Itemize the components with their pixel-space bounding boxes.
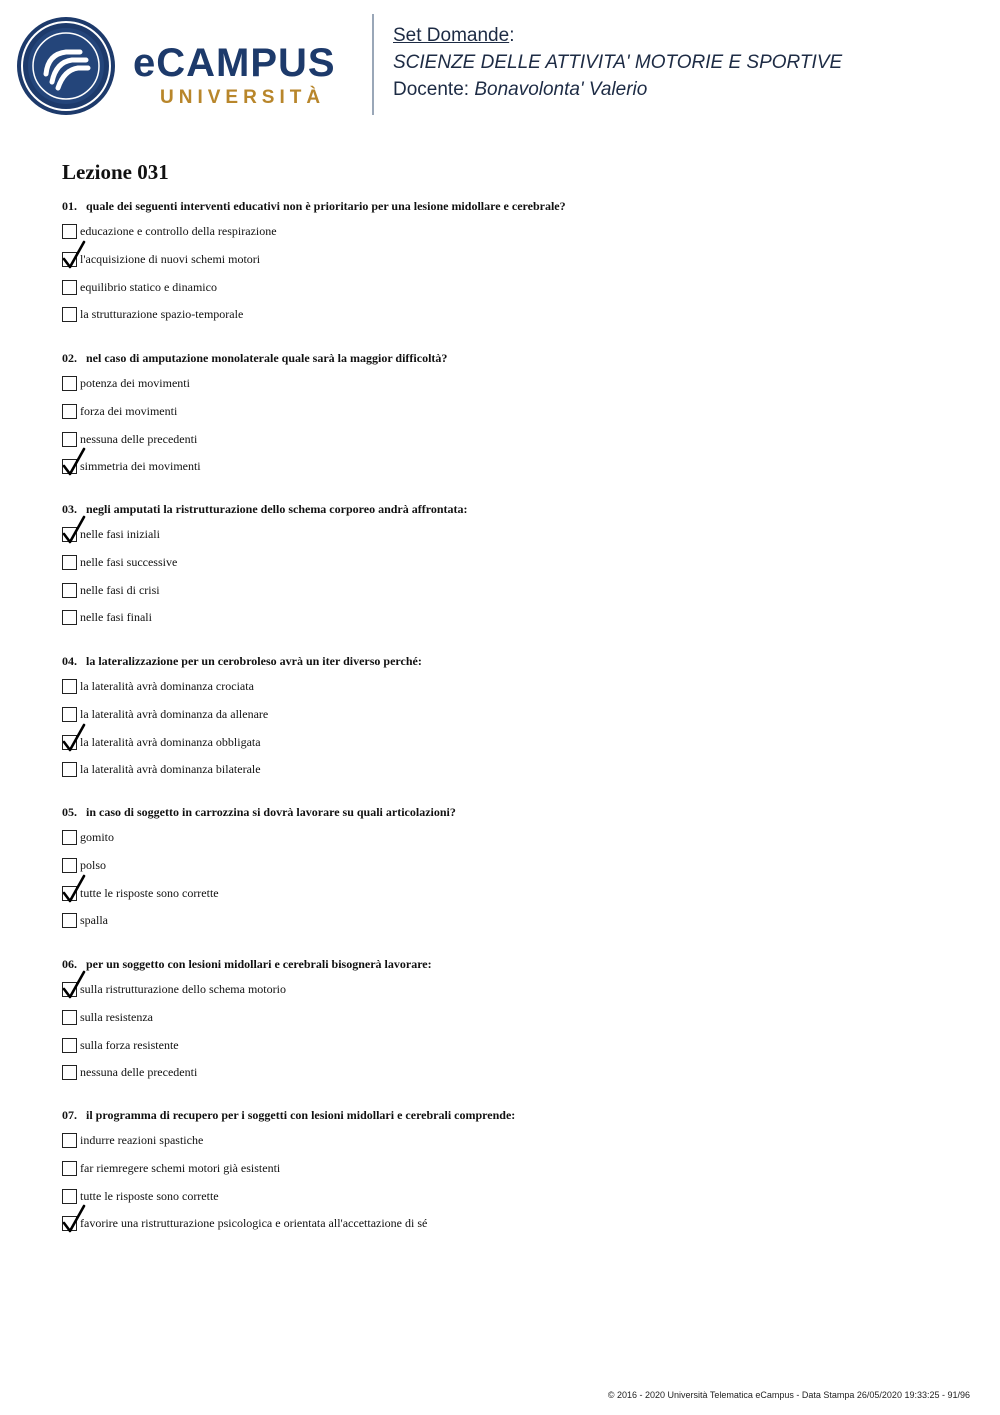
teacher-name: Bonavolonta' Valerio xyxy=(474,79,648,100)
answer-text: nessuna delle precedenti xyxy=(80,1065,198,1079)
page-header xyxy=(0,0,1000,130)
question-number: 03. xyxy=(62,502,77,516)
checkbox[interactable] xyxy=(62,404,77,419)
checkbox[interactable] xyxy=(62,376,77,391)
checkbox[interactable] xyxy=(62,1161,77,1176)
question-text: la lateralizzazione per un cerobroleso avrà un iter diverso perché: xyxy=(86,654,422,668)
answer-text: sulla ristrutturazione dello schema motorio xyxy=(80,982,286,996)
answer-text: tutte le risposte sono corrette xyxy=(80,1189,219,1203)
question-2 xyxy=(62,351,447,366)
brand-subtitle: UNIVERSITÀ xyxy=(160,87,326,108)
checked-checkbox[interactable] xyxy=(62,1216,77,1231)
question-text: il programma di recupero per i soggetti con lesioni midollari e cerebrali comprende: xyxy=(86,1108,516,1122)
answer-text: educazione e controllo della respirazione xyxy=(80,224,277,238)
question-text: nel caso di amputazione monolaterale quale sarà la maggior difficoltà? xyxy=(86,351,448,365)
checkbox[interactable] xyxy=(62,583,77,598)
answer-text: sulla forza resistente xyxy=(80,1038,179,1052)
checked-checkbox[interactable] xyxy=(62,459,77,474)
question-text: negli amputati la ristrutturazione dello schema corporeo andrà affrontata: xyxy=(86,502,468,516)
ecampus-wordmark xyxy=(133,40,358,110)
answer-text: l'acquisizione di nuovi schemi motori xyxy=(80,252,261,266)
set-label: Set Domande xyxy=(393,25,510,46)
answer-text: tutte le risposte sono corrette xyxy=(80,886,219,900)
answer-text: nelle fasi di crisi xyxy=(80,583,160,597)
question-number: 04. xyxy=(62,654,77,668)
question-4 xyxy=(62,654,422,669)
checkbox[interactable] xyxy=(62,858,77,873)
answer-text: spalla xyxy=(80,913,108,927)
answer-text: nelle fasi iniziali xyxy=(80,527,160,541)
checked-checkbox[interactable] xyxy=(62,886,77,901)
brand-name: eCAMPUS xyxy=(133,41,336,85)
checkbox[interactable] xyxy=(62,307,77,322)
checkbox[interactable] xyxy=(62,1010,77,1025)
answer-text: gomito xyxy=(80,830,115,844)
checkbox[interactable] xyxy=(62,913,77,928)
checked-checkbox[interactable] xyxy=(62,735,77,750)
course-name: SCIENZE DELLE ATTIVITA' MOTORIE E SPORTIVE xyxy=(393,52,843,73)
checkbox[interactable] xyxy=(62,762,77,777)
ecampus-seal-logo xyxy=(16,16,116,116)
header-info: Set Domande: SCIENZE DELLE ATTIVITA' MOTORIE E SPORTIVE Docente: Bonavolonta' Valerio xyxy=(393,25,843,100)
question-number: 06. xyxy=(62,957,77,971)
checkbox[interactable] xyxy=(62,555,77,570)
checked-checkbox[interactable] xyxy=(62,252,77,267)
question-1 xyxy=(62,199,566,214)
answer-text: la lateralità avrà dominanza da allenare xyxy=(80,707,269,721)
answer-text: simmetria dei movimenti xyxy=(80,459,201,473)
checkbox[interactable] xyxy=(62,432,77,447)
question-text: per un soggetto con lesioni midollari e cerebrali bisognerà lavorare: xyxy=(86,957,432,971)
answer-text: nelle fasi finali xyxy=(80,610,152,624)
page-footer: © 2016 - 2020 Università Telematica eCampus - Data Stampa 26/05/2020 19:33:25 - 91/96 xyxy=(607,1390,970,1400)
answer-text: sulla resistenza xyxy=(80,1010,153,1024)
question-7 xyxy=(62,1108,515,1123)
question-number: 05. xyxy=(62,805,77,819)
question-text: in caso di soggetto in carrozzina si dovrà lavorare su quali articolazioni? xyxy=(86,805,456,819)
answer-text: far riemregere schemi motori già esistenti xyxy=(80,1161,281,1175)
checked-checkbox[interactable] xyxy=(62,527,77,542)
lesson-title: Lezione 031 xyxy=(62,160,169,184)
checkbox[interactable] xyxy=(62,610,77,625)
answer-text: la lateralità avrà dominanza obbligata xyxy=(80,735,261,749)
checkbox[interactable] xyxy=(62,707,77,722)
answer-text: equilibrio statico e dinamico xyxy=(80,280,217,294)
question-text: quale dei seguenti interventi educativi non è prioritario per una lesione midollare e cerebrale? xyxy=(86,199,566,213)
answer-text: nessuna delle precedenti xyxy=(80,432,198,446)
question-number: 01. xyxy=(62,199,77,213)
answer-text: polso xyxy=(80,858,107,872)
question-3 xyxy=(62,502,468,517)
answer-text: potenza dei movimenti xyxy=(80,376,190,390)
question-number: 02. xyxy=(62,351,77,365)
answer-text: favorire una ristrutturazione psicologica e orientata all'accettazione di sé xyxy=(80,1216,428,1230)
checkbox[interactable] xyxy=(62,1038,77,1053)
answer-text: forza dei movimenti xyxy=(80,404,178,418)
question-5 xyxy=(62,805,456,820)
checkbox[interactable] xyxy=(62,830,77,845)
teacher-label: Docente: xyxy=(393,79,470,100)
checked-checkbox[interactable] xyxy=(62,982,77,997)
answer-text: nelle fasi successive xyxy=(80,555,178,569)
checkbox[interactable] xyxy=(62,280,77,295)
checkbox[interactable] xyxy=(62,224,77,239)
header-divider xyxy=(372,14,374,115)
answer-text: indurre reazioni spastiche xyxy=(80,1133,204,1147)
checkbox[interactable] xyxy=(62,679,77,694)
answer-text: la lateralità avrà dominanza crociata xyxy=(80,679,254,693)
question-number: 07. xyxy=(62,1108,77,1122)
answer-text: la lateralità avrà dominanza bilaterale xyxy=(80,762,261,776)
checkbox[interactable] xyxy=(62,1189,77,1204)
checkbox[interactable] xyxy=(62,1065,77,1080)
checkbox[interactable] xyxy=(62,1133,77,1148)
answer-text: la strutturazione spazio-temporale xyxy=(80,307,244,321)
question-6 xyxy=(62,957,432,972)
